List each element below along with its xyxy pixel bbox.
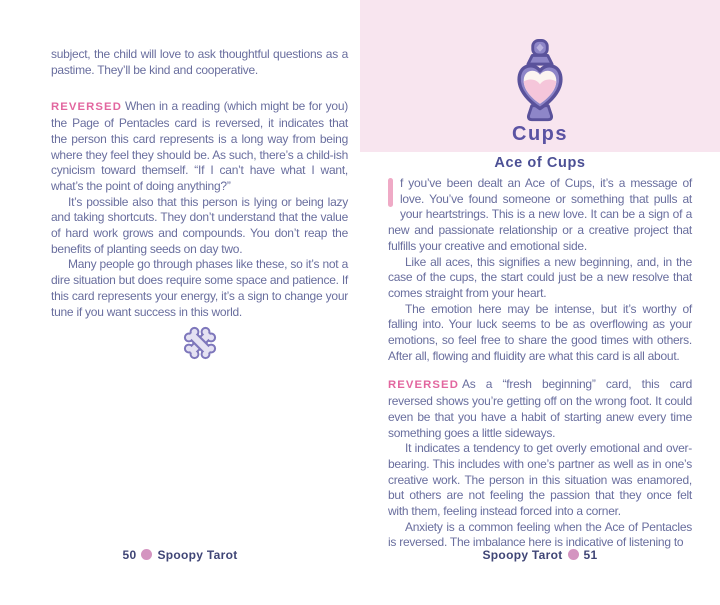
body-paragraph: Like all aces, this signifies a new beginning, and, in the case of the cups, the start could just be a new resolve that comes straight from your heart. xyxy=(388,254,692,300)
dropcap-letter-i xyxy=(388,178,393,207)
body-paragraph: Many people go through phases like these, so it’s not a dire situation but does require some space and patience. If this card represents your energy, it’s a sign to change your tune if you want success in this world. xyxy=(51,257,348,319)
reversed-paragraph xyxy=(51,99,348,194)
left-page-footer xyxy=(0,548,360,562)
reversed-label: REVERSED xyxy=(51,101,122,114)
reversed-label: REVERSED xyxy=(388,379,459,392)
pink-dot-icon xyxy=(568,549,579,560)
right-page-footer xyxy=(360,548,720,562)
page-number: 50 xyxy=(122,548,137,562)
body-paragraph: It’s possible also that this person is lying or being lazy and taking shortcuts. They don’t understand that the value of hard work grows and compounds. You don’t reap the benefits of planting seeds on day two. xyxy=(51,194,348,256)
section-ornament xyxy=(51,324,348,367)
left-page-text-column xyxy=(51,47,348,367)
heart-potion-bottle-icon xyxy=(508,39,572,124)
dropcap-paragraph-text: f you’ve been dealt an Ace of Cups, it’s a message of love. You’ve found someone or something that pulls at your heartstrings. This is a new love. It can be a sign of a new and passionate relationship or a creative project that fulfills your creative and emotional side. xyxy=(388,176,692,253)
cups-chapter-header xyxy=(360,0,720,152)
chapter-title: Cups xyxy=(512,123,568,145)
book-title: Spoopy Tarot xyxy=(482,548,563,562)
paragraph-continuation: subject, the child will love to ask thoughtful questions as a pastime. They’ll be kind and cooperative. xyxy=(51,47,348,77)
book-title: Spoopy Tarot xyxy=(157,548,238,562)
reversed-paragraph xyxy=(388,377,692,441)
body-paragraph: Anxiety is a common feeling when the Ace of Pentacles is reversed. The imbalance here is indicative of listening to xyxy=(388,519,692,550)
right-page-text-column xyxy=(388,155,692,551)
card-heading: Ace of Cups xyxy=(494,155,586,171)
body-paragraph: It indicates a tendency to get overly emotional and over-bearing. This includes with one’s partner as well as in one’s creative work. The person in this situation was enamored, but others are not feeling the passion that they once felt with them, feeling instead forced into a corner. xyxy=(388,441,692,519)
reversed-paragraph-text: As a “fresh beginning” card, this card reversed shows you’re getting off on the wrong foot. It could even be that you have a habit of starting anew every time something goes a little sideways. xyxy=(388,377,692,440)
reversed-paragraph-text: When in a reading (which might be for you) the Page of Pentacles card is reversed, it indicates that the person this card represents is a long way from being where they feel they should be. As such, there’s a child-ish cynicism toward themself. “If I can’t have what I want, what’s the point of doing anything?” xyxy=(51,99,348,193)
pink-dot-icon xyxy=(141,549,152,560)
crossed-bones-icon xyxy=(181,324,219,362)
page-number: 51 xyxy=(583,548,598,562)
body-paragraph: The emotion here may be intense, but it’s worthy of falling into. Your luck seems to be as overflowing as your emotions, so feel free to share the good times with others. After all, flowing and fluidity are what this card is all about. xyxy=(388,301,692,363)
dropcap-paragraph xyxy=(388,176,692,255)
